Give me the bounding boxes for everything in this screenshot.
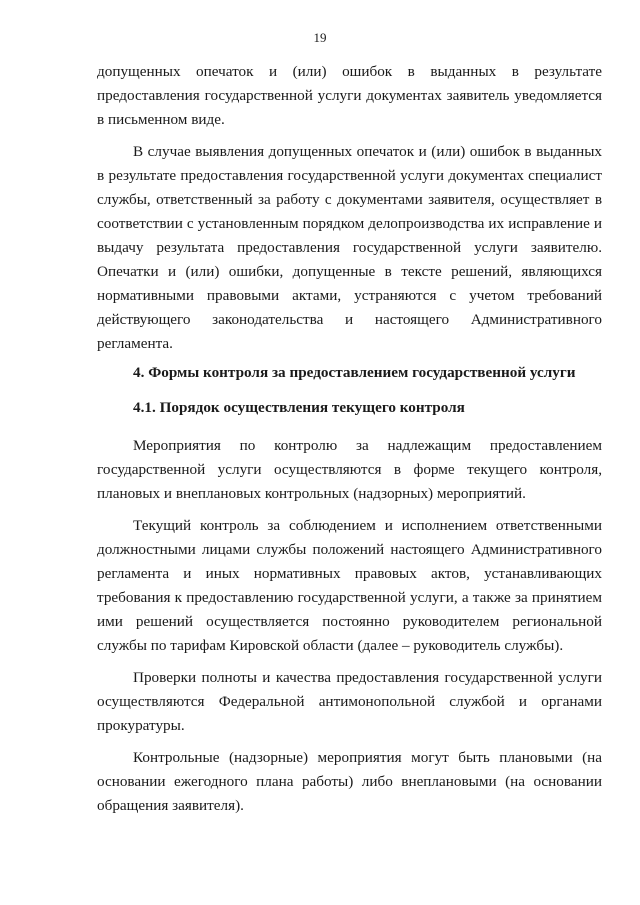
paragraph: Проверки полноты и качества предоставления государственной услуги осуществляются Федеральной антимонопольной службой и органами прокуратуры. [97, 669, 602, 734]
section-heading: 4. Формы контроля за предоставлением государственной услуги [133, 364, 576, 381]
paragraph: Мероприятия по контролю за надлежащим предоставлением государственной услуги осуществляются в форме текущего контроля, плановых и внеплановых контрольных (надзорных) мероприятий. [97, 437, 602, 502]
paragraph: Контрольные (надзорные) мероприятия могут быть плановыми (на основании ежегодного плана работы) либо внеплановыми (на основании обращения заявителя). [97, 749, 602, 814]
page-number: 19 [313, 30, 327, 45]
paragraph: Текущий контроль за соблюдением и исполнением ответственными должностными лицами службы положений настоящего Административного регламента и иных нормативных правовых актов, устанавливающих требования к предоставлению государственной услуги, а также за принятием ими решений осуществляется постоянно руководителем региональной службы по тарифам Кировской области (далее – руководитель службы). [97, 517, 602, 654]
page-content [97, 60, 602, 818]
paragraph: допущенных опечаток и (или) ошибок в выданных в результате предоставления государственной услуги документах заявитель уведомляется в письменном виде. [97, 63, 602, 128]
subsection-heading: 4.1. Порядок осуществления текущего контроля [133, 399, 465, 416]
paragraph: В случае выявления допущенных опечаток и (или) ошибок в выданных в результате предоставления государственной услуги документах специалист службы, ответственный за работу с документами заявителя, осуществляет в соответствии с установленным порядком делопроизводства их исправление и выдачу результата предоставления государственной услуги заявителю. Опечатки и (или) ошибки, допущенные в тексте решений, являющихся нормативными правовыми актами, устраняются с учетом требований действующего законодательства и настоящего Административного регламента. [97, 143, 602, 352]
